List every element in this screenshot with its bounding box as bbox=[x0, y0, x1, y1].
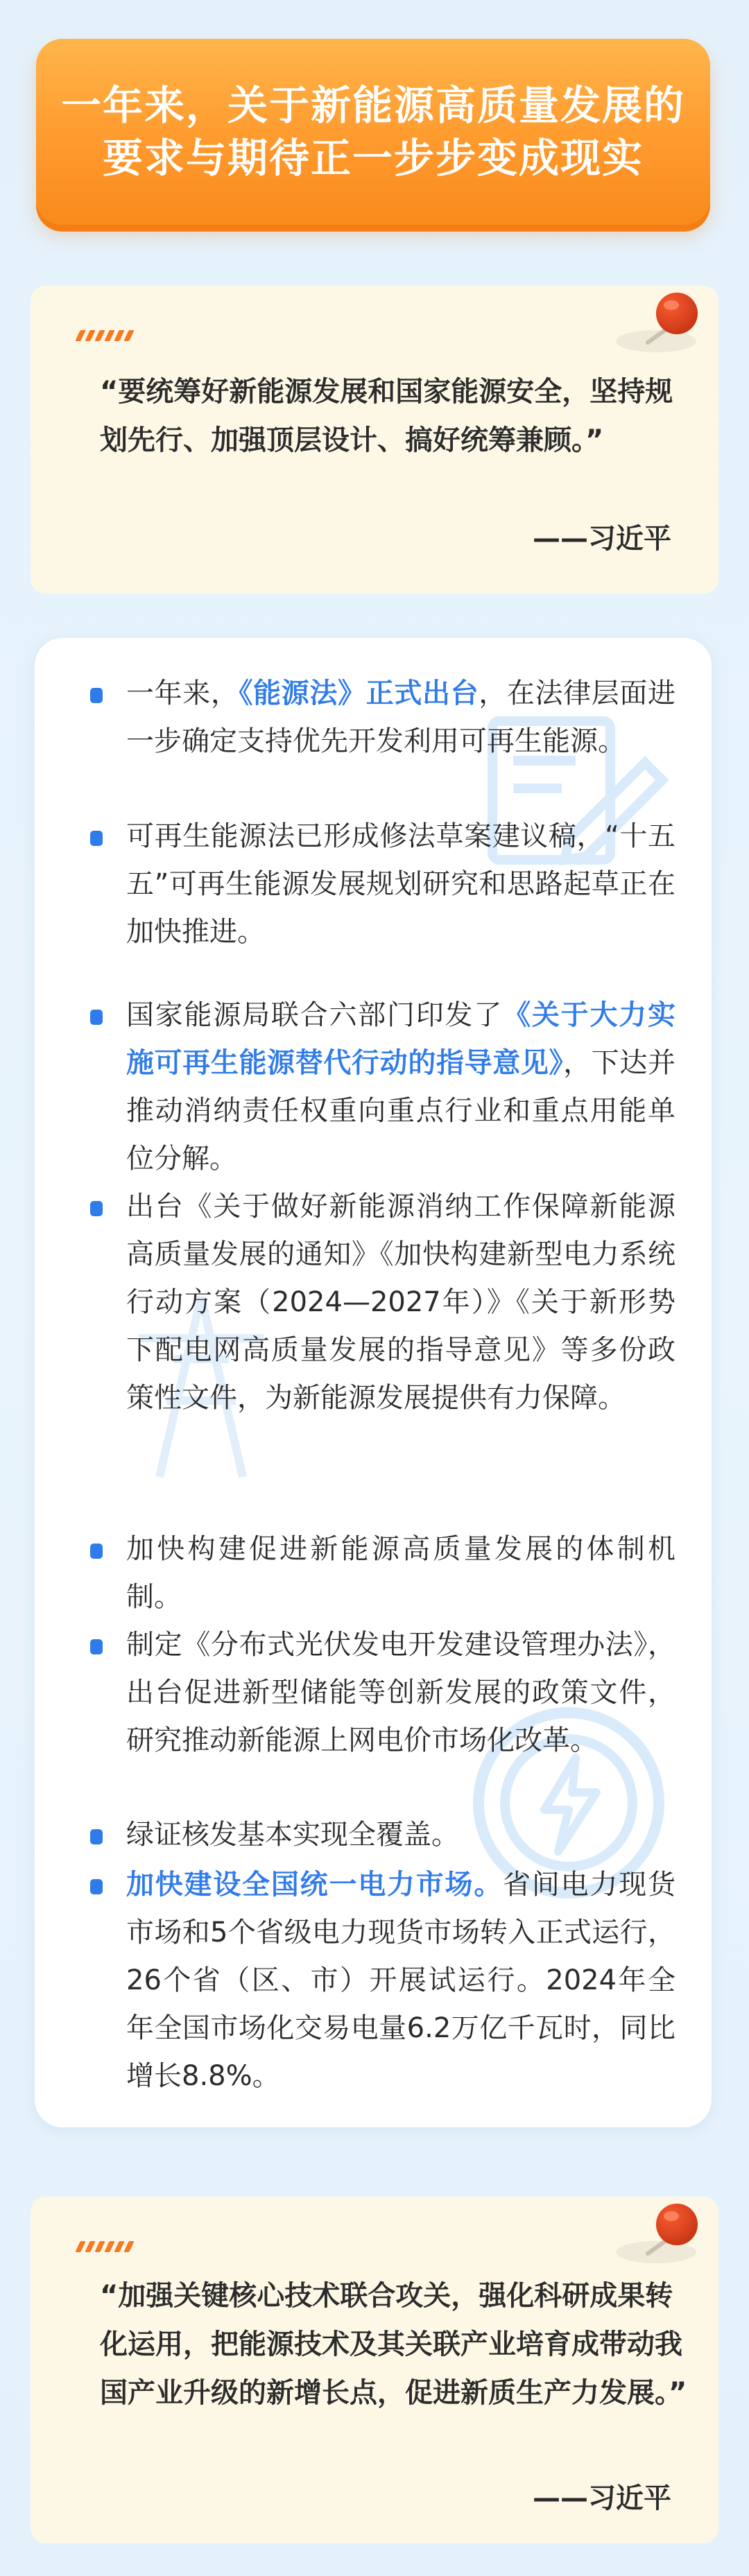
quote-card bbox=[31, 286, 718, 594]
quote-card bbox=[31, 2197, 718, 2543]
highlight-text: 加快建设全国统一电力市场。 bbox=[126, 1869, 503, 1901]
quote-dashes-decoration bbox=[78, 2241, 132, 2252]
pushpin-icon bbox=[608, 2193, 712, 2276]
quote-text: “加强关键核心技术联合攻关，强化科研成果转化运用，把能源技术及其关联产业培育成带动我国产业升级的新增长点，促进新质生产力发展。” bbox=[100, 2280, 687, 2409]
page-title: 一年来，关于新能源高质量发展的要求与期待正一步步变成现实 bbox=[61, 82, 686, 182]
list-item-text: 一年来，《能源法》正式出台，在法律层面进一步确定支持优先开发利用可再生能源。 bbox=[126, 677, 676, 757]
bullet-icon bbox=[90, 1544, 103, 1559]
list-item-text: 加快建设全国统一电力市场。省间电力现货市场和5个省级电力现货市场转入正式运行，26个省（区、市）开展试运行。2024年全年全国市场化交易电量6.2万亿千瓦时，同比增长8.8%。 bbox=[126, 1869, 676, 2092]
bullet-icon bbox=[90, 1201, 103, 1216]
list-item-text: 绿证核发基本实现全覆盖。 bbox=[126, 1819, 459, 1851]
quote-author: ——习近平 bbox=[533, 2482, 671, 2514]
bullet-icon bbox=[90, 1010, 103, 1025]
list-item-text: 可再生能源法已形成修法草案建议稿，“十五五”可再生能源发展规划研究和思路起草正在加快推进。 bbox=[126, 820, 675, 948]
bullet-icon bbox=[90, 688, 103, 703]
content-card bbox=[35, 638, 712, 2127]
bullet-icon bbox=[90, 1879, 103, 1894]
list-item-text: 制定《分布式光伏发电开发建设管理办法》，出台促进新型储能等创新发展的政策文件，研究推动新能源上网电价市场化改革。 bbox=[126, 1629, 675, 1756]
bullet-icon bbox=[90, 1639, 103, 1654]
quote-author: ——习近平 bbox=[533, 523, 671, 555]
highlight-text: 《关于大力实施可再生能源替代行动的指导意见》 bbox=[126, 999, 676, 1079]
bullet-icon bbox=[90, 831, 103, 846]
highlight-text: 《能源法》正式出台 bbox=[239, 677, 479, 709]
quote-text: “要统筹好新能源发展和国家能源安全，坚持规划先行、加强顶层设计、搞好统筹兼顾。” bbox=[100, 376, 673, 456]
bullet-icon bbox=[90, 1829, 103, 1844]
list-item-text: 加快构建促进新能源高质量发展的体制机制。 bbox=[126, 1533, 675, 1613]
quote-dashes-decoration bbox=[78, 330, 132, 341]
pushpin-icon bbox=[608, 282, 712, 365]
list-item-text: 出台《关于做好新能源消纳工作保障新能源高质量发展的通知》《加快构建新型电力系统行动方案（2024—2027年）》《关于新形势下配电网高质量发展的指导意见》等多份政策性文件，为新能源发展提供有力保障。 bbox=[126, 1191, 675, 1414]
title-banner bbox=[36, 39, 710, 225]
list-item-text: 国家能源局联合六部门印发了《关于大力实施可再生能源替代行动的指导意见》，下达并推动消纳责任权重向重点行业和重点用能单位分解。 bbox=[126, 999, 676, 1175]
